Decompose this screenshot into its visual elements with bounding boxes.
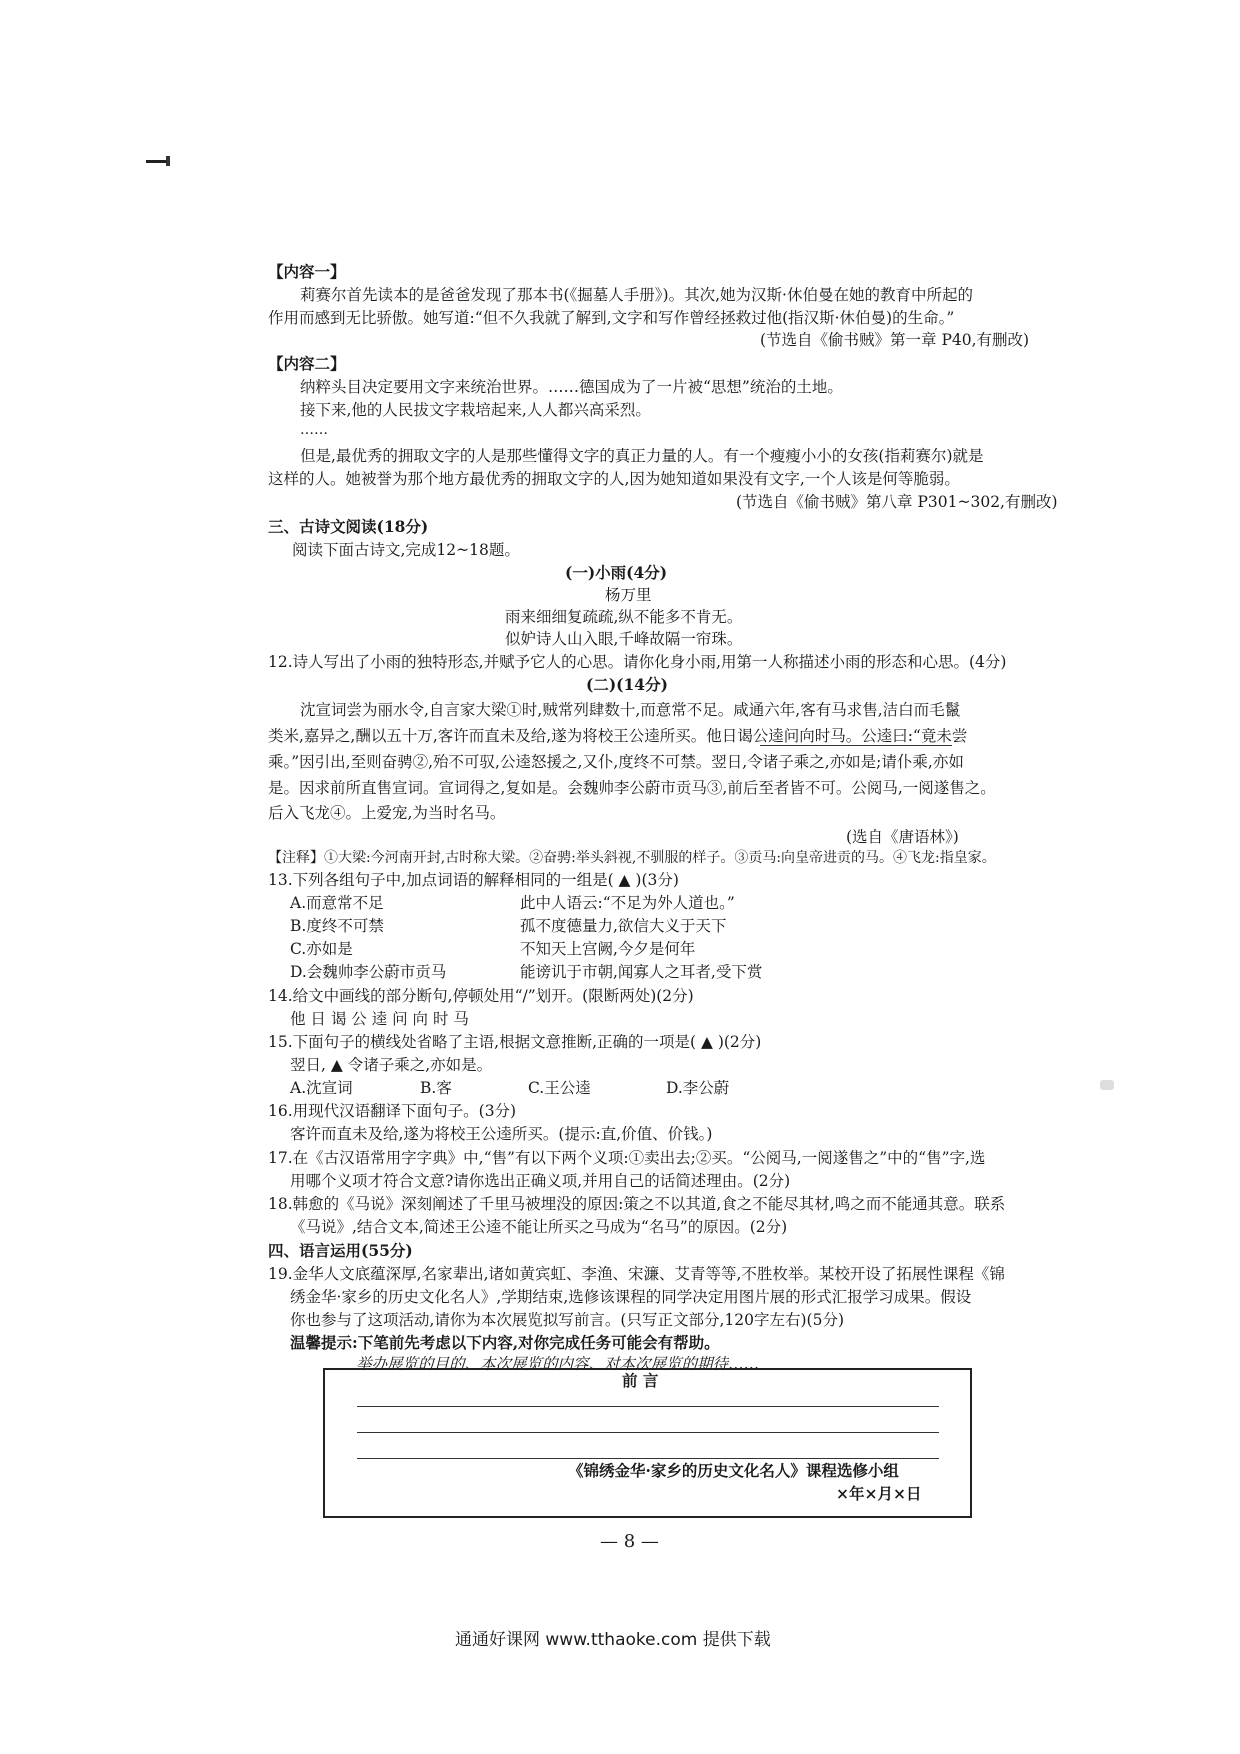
- content2-source: (节选自《偷书贼》第八章 P301~302,有删改): [736, 493, 1058, 511]
- prose-line: 后入飞龙④。上爱宠,为当时名马。: [268, 804, 506, 822]
- question-19-cont: 绣金华·家乡的历史文化名人》,学期结束,选修该课程的同学决定用图片展的形式汇报学习成果。假设: [290, 1288, 972, 1306]
- writing-line: [357, 1406, 939, 1407]
- q13-option-left: C.亦如是: [290, 940, 353, 958]
- section4-title: 四、语言运用(55分): [268, 1241, 413, 1260]
- prose-underline: [760, 745, 952, 746]
- q13-option-left: D.会魏帅李公蔚市贡马: [290, 963, 447, 981]
- handwritten-note: 举办展览的目的、本次展览的内容、对本次展览的期待……: [356, 1355, 760, 1373]
- question-19: 19.金华人文底蕴深厚,名家辈出,诸如黄宾虹、李渔、宋濂、艾青等等,不胜枚举。某校开设了拓展性课程《锦: [268, 1265, 1005, 1283]
- writing-line: [357, 1458, 939, 1459]
- prose-source: (选自《唐语林》): [846, 828, 959, 846]
- content1-line: 莉赛尔首先读本的是爸爸发现了那本书(《掘墓人手册》)。其次,她为汉斯·休伯曼在她的教育中所起的: [300, 286, 973, 304]
- poem-line: 雨来细细复疏疏,纵不能多不肯无。: [505, 608, 743, 626]
- prose-line: 类米,嘉异之,酬以五十万,客许而直未及给,遂为将校王公逵所买。他日谒公逵问向时马。公逵曰:“竟未尝: [268, 727, 968, 745]
- q13-option-right: 能谤讥于市朝,闻寡人之耳者,受下赏: [520, 963, 763, 981]
- content2-heading: 【内容二】: [268, 354, 346, 373]
- content1-source: (节选自《偷书贼》第一章 P40,有删改): [760, 331, 1030, 349]
- content2-ellipsis: ……: [300, 422, 328, 438]
- question-18: 18.韩愈的《马说》深刻阐述了千里马被埋没的原因:策之不以其道,食之不能尽其材,鸣之而不能通其意。联系: [268, 1195, 1006, 1213]
- question-19-cont: 你也参与了这项活动,请你为本次展览拟写前言。(只写正文部分,120字左右)(5分): [290, 1311, 844, 1329]
- annotation-note: 【注释】①大梁:今河南开封,古时称大梁。②奋骋:举头斜视,不驯服的样子。③贡马:向皇帝进贡的马。④飞龙:指皇家。: [268, 850, 996, 866]
- footer-download-credit: 通通好课网 www.tthaoke.com 提供下载: [455, 1630, 771, 1650]
- question-17-cont: 用哪个义项才符合文意?请你选出正确义项,并用自己的话简述理由。(2分): [290, 1172, 791, 1190]
- content2-line: 这样的人。她被誉为那个地方最优秀的拥取文字的人,因为她知道如果没有文字,一个人该是何等脆弱。: [268, 470, 960, 488]
- prose-line: 是。因求前所直售宣词。宣词得之,复如是。会魏帅李公蔚市贡马③,前后至者皆不可。公阅马,一阅遂售之。: [268, 779, 996, 797]
- q13-option-left: A.而意常不足: [290, 894, 384, 912]
- question-16: 16.用现代汉语翻译下面句子。(3分): [268, 1102, 517, 1120]
- q13-option-right: 此中人语云:“不足为外人道也。”: [520, 894, 735, 912]
- q15-option: B.客: [420, 1079, 452, 1097]
- question-13: 13.下列各组句子中,加点词语的解释相同的一组是( ▲ )(3分): [268, 871, 679, 889]
- content2-line: 纳粹头目决定要用文字来统治世界。……德国成为了一片被“思想”统治的土地。: [300, 378, 843, 396]
- question-18-cont: 《马说》,结合文本,简述王公逵不能让所买之马成为“名马”的原因。(2分): [290, 1218, 788, 1236]
- q15-option: D.李公蔚: [666, 1079, 730, 1097]
- section3-intro: 阅读下面古诗文,完成12~18题。: [292, 541, 520, 559]
- q14-text: 他 日 谒 公 逵 问 向 时 马: [290, 1010, 469, 1028]
- question-17: 17.在《古汉语常用字字典》中,“售”有以下两个义项:①卖出去;②买。“公阅马,一阅遂售之”中的“售”字,选: [268, 1149, 986, 1167]
- content2-line: 但是,最优秀的拥取文字的人是那些懂得文字的真正力量的人。有一个瘦瘦小小的女孩(指莉赛尔)就是: [300, 447, 984, 465]
- question-15: 15.下面句子的横线处省略了主语,根据文意推断,正确的一项是( ▲ )(2分): [268, 1033, 762, 1051]
- tip: 温馨提示:下笔前先考虑以下内容,对你完成任务可能会有帮助。: [290, 1333, 720, 1352]
- prose-line: 乘。”因引出,至则奋骋②,殆不可驭,公逵怒援之,又仆,度终不可禁。翌日,令诸子乘之,亦如是;请仆乘,亦如: [268, 753, 964, 771]
- scan-edge-mark-tick: [166, 156, 170, 166]
- poem-author: 杨万里: [605, 586, 652, 604]
- scan-smudge: [1100, 1080, 1114, 1090]
- content1-heading: 【内容一】: [268, 262, 346, 281]
- q13-option-right: 不知天上宫阙,今夕是何年: [520, 940, 696, 958]
- poem-line: 似妒诗人山入眼,千峰故隔一帘珠。: [505, 630, 743, 648]
- box-date: ×年×月×日: [836, 1484, 922, 1503]
- q13-option-left: B.度终不可禁: [290, 917, 384, 935]
- poem-header: (一)小雨(4分): [565, 563, 668, 582]
- prose-header: (二)(14分): [586, 675, 668, 694]
- q16-text: 客许而直未及给,遂为将校王公逵所买。(提示:直,价值、价钱。): [290, 1125, 713, 1143]
- prose-line: 沈宣词尝为丽水令,自言家大梁①时,贼常列肆数十,而意常不足。咸通六年,客有马求售,洁白而毛鬣: [300, 701, 961, 719]
- question-12: 12.诗人写出了小雨的独特形态,并赋予它人的心思。请你化身小雨,用第一人称描述小雨的形态和心思。(4分): [268, 653, 1007, 671]
- q15-text: 翌日, ▲ 令诸子乘之,亦如是。: [290, 1056, 493, 1074]
- content1-line: 作用而感到无比骄傲。她写道:“但不久我就了解到,文字和写作曾经拯救过他(指汉斯·休伯曼)的生命。”: [268, 309, 955, 327]
- content2-line: 接下来,他的人民拔文字栽培起来,人人都兴高采烈。: [300, 401, 651, 419]
- box-title: 前 言: [622, 1371, 659, 1390]
- q15-option: C.王公逵: [528, 1079, 591, 1097]
- section3-title: 三、古诗文阅读(18分): [268, 517, 429, 536]
- page-number: — 8 —: [600, 1531, 659, 1552]
- q15-option: A.沈宣词: [290, 1079, 353, 1097]
- scan-edge-mark: [146, 160, 168, 163]
- question-14: 14.给文中画线的部分断句,停顿处用“/”划开。(限断两处)(2分): [268, 987, 694, 1005]
- q13-option-right: 孤不度德量力,欲信大义于天下: [520, 917, 727, 935]
- writing-line: [357, 1432, 939, 1433]
- box-signature: 《锦绣金华·家乡的历史文化名人》课程选修小组: [568, 1461, 899, 1480]
